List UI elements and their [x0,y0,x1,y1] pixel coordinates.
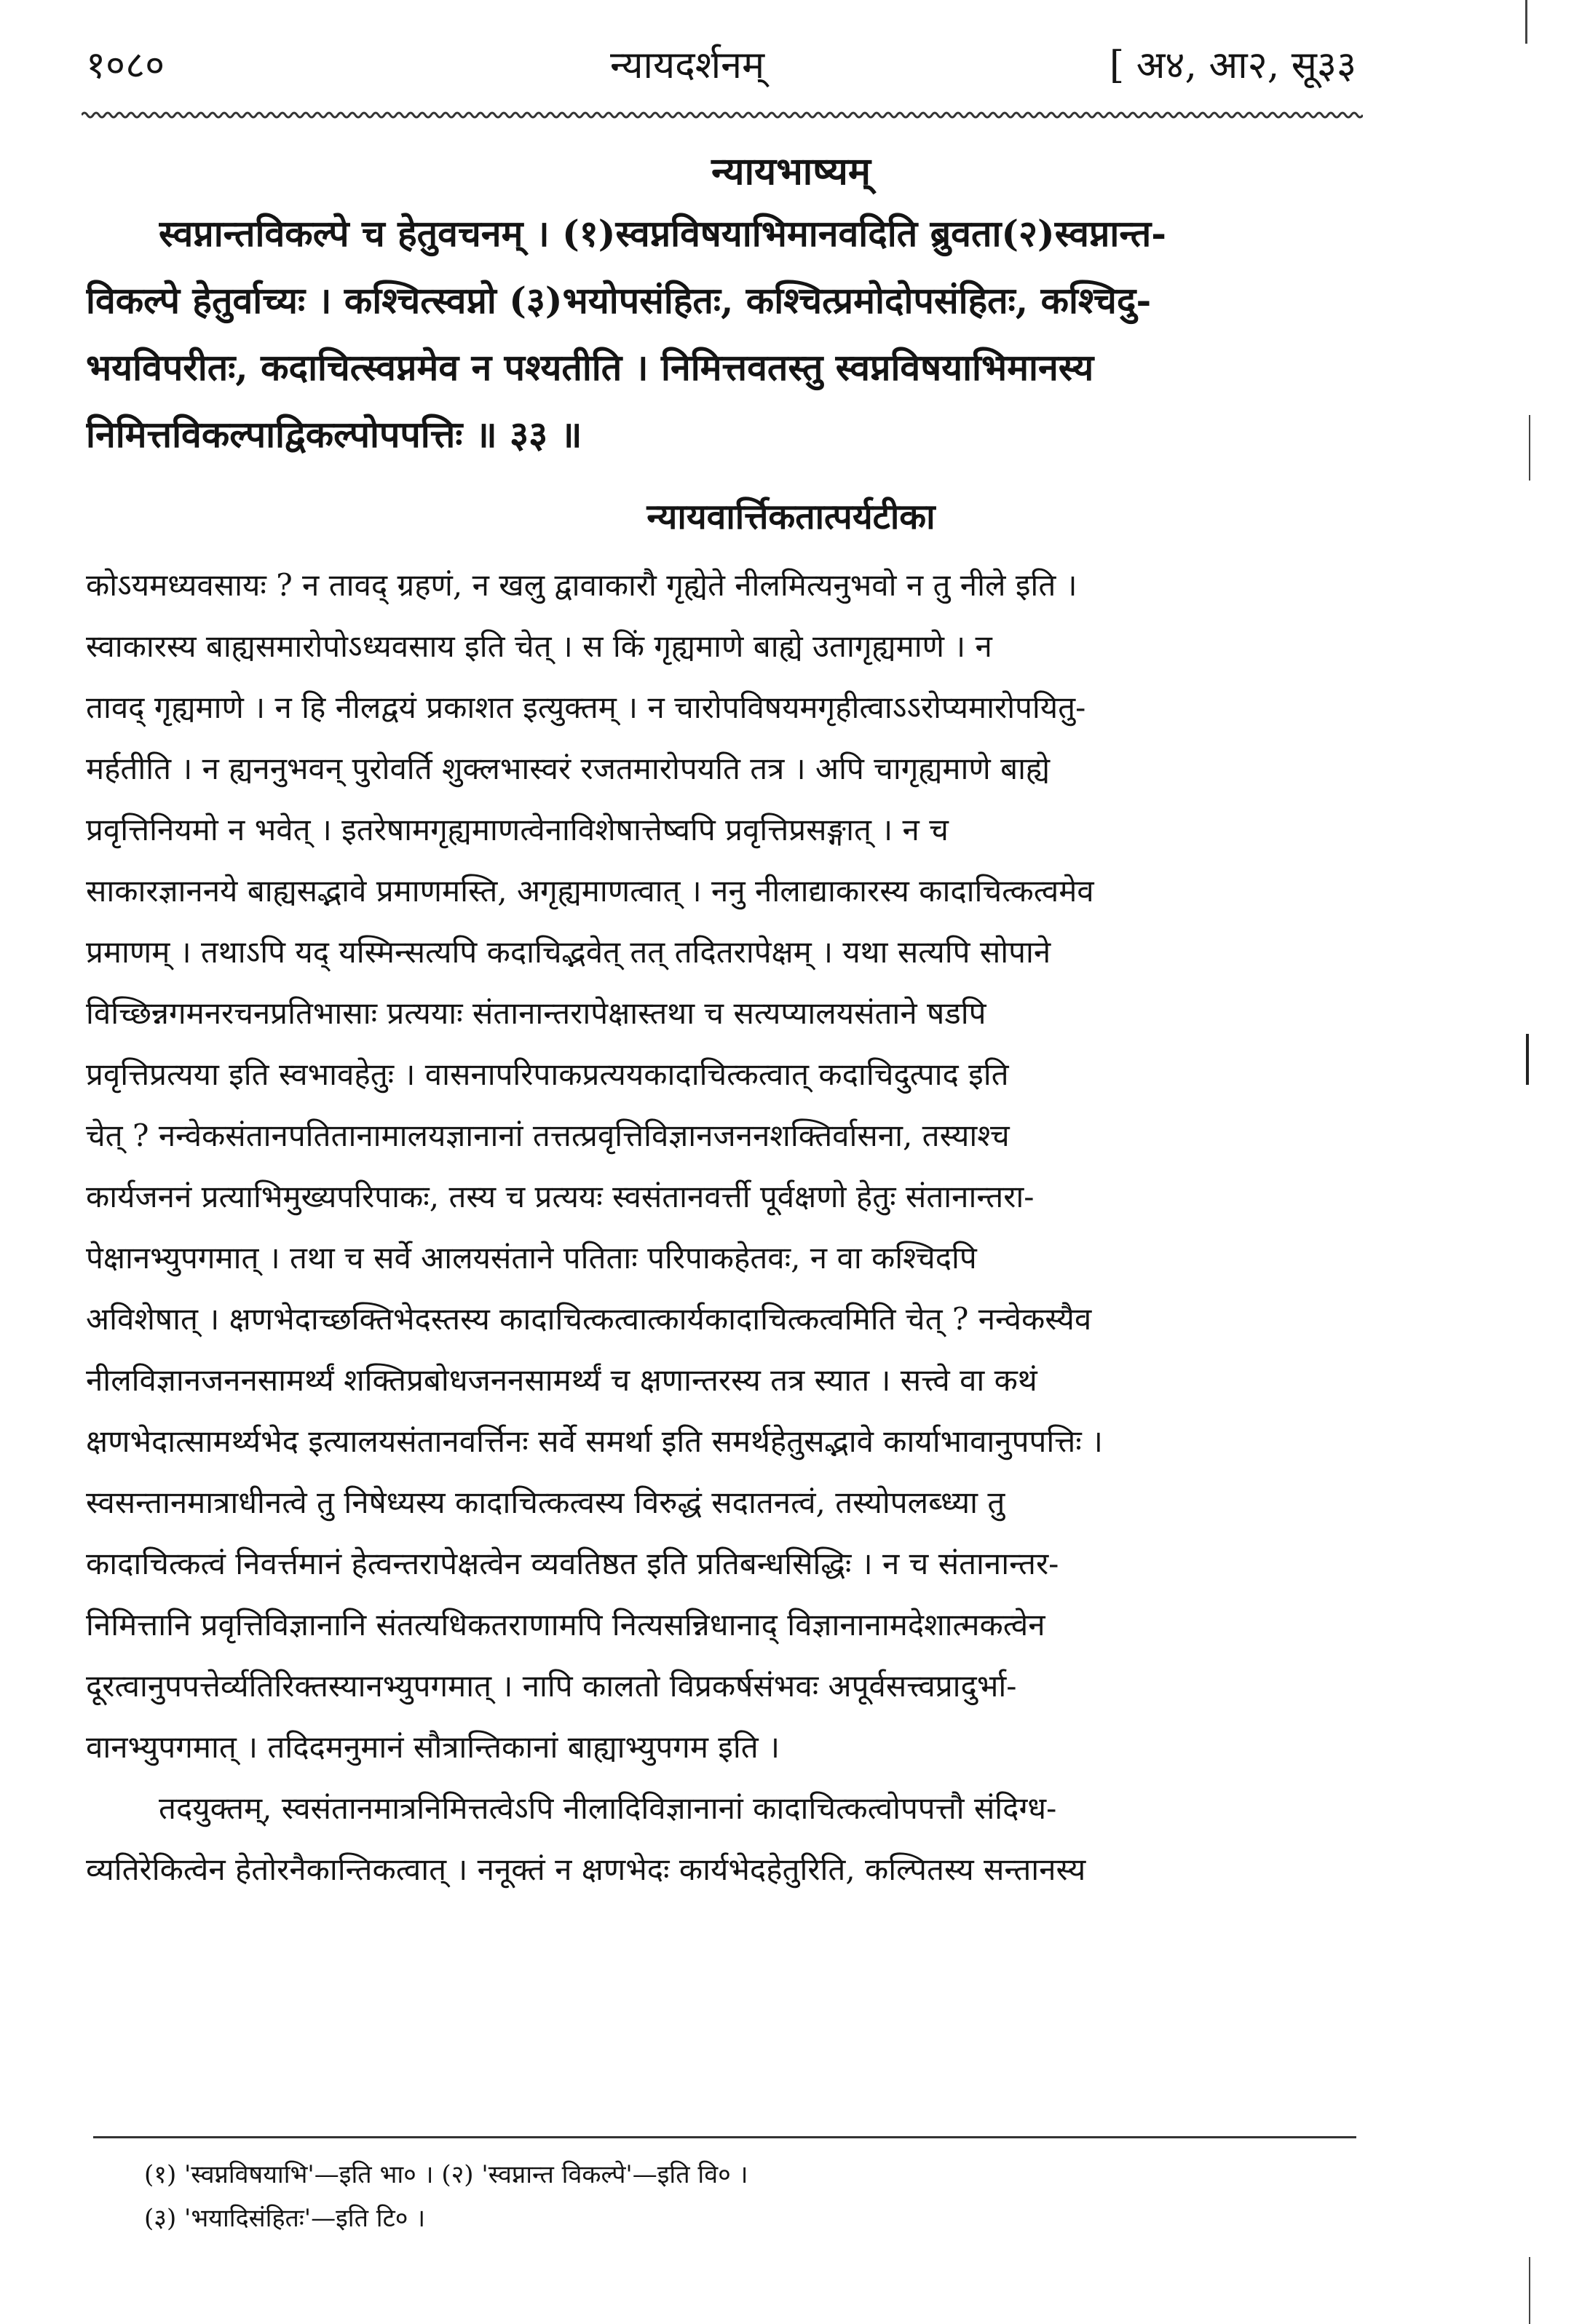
footnote: (३) 'भयादिसंहितः'—इति टि० । [144,2204,426,2233]
scan-edge-mark [1529,415,1530,481]
tika-line: प्रवृत्तिप्रत्यया इति स्वभावहेतुः । वासनापरिपाकप्रत्ययकादाचित्कत्वात् कदाचिदुत्पाद इति [86,1056,1009,1092]
bhashya-heading: न्यायभाष्यम् [711,149,871,194]
header-reference: [ अ४, आ२, सू३३ [1109,44,1356,87]
scan-edge-mark [1526,1034,1529,1085]
tika-line: मर्हतीति । न ह्यननुभवन् पुरोवर्ति शुक्लभास्वरं रजतमारोपयति तत्र । अपि चागृह्यमाणे बाह्ये [86,751,1051,786]
tika-line: कार्यजननं प्रत्याभिमुख्यपरिपाकः, तस्य च प्रत्ययः स्वसंतानवर्त्ती पूर्वक्षणो हेतुः संतानान्तरा- [86,1179,1035,1214]
tika-line: विच्छिन्नगमनरचनप्रतिभासाः प्रत्ययाः संतानान्तरापेक्षास्तथा च सत्यप्यालयसंताने षडपि [86,995,986,1031]
tika-line: साकारज्ञाननये बाह्यसद्भावे प्रमाणमस्ति, अगृह्यमाणत्वात् । ननु नीलाद्याकारस्य कादाचित्कत्वमेव [86,873,1094,909]
tika-line: दूरत्वानुपपत्तेर्व्यतिरिक्तस्यानभ्युपगमात् । नापि कालतो विप्रकर्षसंभवः अपूर्वसत्त्वप्रादुर्भा- [86,1668,1017,1704]
tika-line: पेक्षानभ्युपगमात् । तथा च सर्वे आलयसंताने पतिताः परिपाकहेतवः, न वा कश्चिदपि [86,1240,977,1276]
scan-edge-mark [1525,0,1527,44]
tika-line: व्यतिरेकित्वेन हेतोरनैकान्तिकत्वात् । ननूक्तं न क्षणभेदः कार्यभेदहेतुरिति, कल्पितस्य सन्तानस्य [86,1851,1086,1887]
bhashya-line: निमित्तविकल्पाद्विकल्पोपपत्तिः ॥ ३३ ॥ [86,413,582,456]
tika-line: नीलविज्ञानजननसामर्थ्यं शक्तिप्रबोधजननसामर्थ्यं च क्षणान्तरस्य तत्र स्यात । सत्त्वे वा कथं [86,1362,1037,1398]
tika-line: तदयुक्तम्, स्वसंतानमात्रनिमित्तत्वेऽपि नीलादिविज्ञानानां कादाचित्कत्वोपपत्तौ संदिग्ध- [159,1790,1057,1826]
tika-line: चेत् ? नन्वेकसंतानपतितानामालयज्ञानानां तत्तत्प्रवृत्तिविज्ञानजननशक्तिर्वासना, तस्याश्च [86,1118,1010,1153]
tika-line: स्वाकारस्य बाह्यसमारोपोऽध्यवसाय इति चेत् । स किं गृह्यमाणे बाह्ये उतागृह्यमाणे । न [86,628,992,664]
running-header [86,38,1356,96]
tika-line: प्रमाणम् । तथाऽपि यद् यस्मिन्सत्यपि कदाचिद्भवेत् तत् तदितरापेक्षम् । यथा सत्यपि सोपाने [86,934,1051,970]
page-number: १०८० [86,44,165,87]
tika-line: प्रवृत्तिनियमो न भवेत् । इतरेषामगृह्यमाणत्वेनाविशेषात्तेष्वपि प्रवृत्तिप्रसङ्गात् । न च [86,812,949,847]
scan-edge-mark [1529,2257,1530,2324]
tika-line: वानभ्युपगमात् । तदिदमनुमानं सौत्रान्तिकानां बाह्याभ्युपगम इति । [86,1729,780,1765]
bhashya-line: विकल्पे हेतुर्वाच्यः । कश्चित्स्वप्नो (३)भयोपसंहितः, कश्चित्प्रमोदोपसंहितः, कश्चिदु- [86,279,1152,322]
footnote: (१) 'स्वप्नविषयाभि'—इति भा० । (२) 'स्वप्नान्त विकल्पे'—इति वि० । [144,2160,748,2189]
header-title: न्यायदर्शनम् [610,44,765,87]
tika-heading: न्यायवार्त्तिकतात्पर्यटीका [646,497,936,537]
header-wavy-rule [82,109,1363,121]
bhashya-line: भयविपरीतः, कदाचित्स्वप्नमेव न पश्यतीति । निमित्तवतस्तु स्वप्नविषयाभिमानस्य [86,346,1094,389]
tika-line: कादाचित्कत्वं निवर्त्तमानं हेत्वन्तरापेक्षत्वेन व्यवतिष्ठत इति प्रतिबन्धसिद्धिः । न च संतानान्तर- [86,1546,1059,1581]
tika-line: कोऽयमध्यवसायः ? न तावद् ग्रहणं, न खलु द्वावाकारौ गृह्येते नीलमित्यनुभवो न तु नीले इति । [86,567,1077,603]
bhashya-line: स्वप्नान्तविकल्पे च हेतुवचनम् । (१)स्वप्नविषयाभिमानवदिति ब्रुवता(२)स्वप्नान्त- [159,212,1167,255]
tika-line: स्वसन्तानमात्राधीनत्वे तु निषेध्यस्य कादाचित्कत्वस्य विरुद्धं सदातनत्वं, तस्योपलब्ध्या तु [86,1485,1005,1520]
footnote-rule [93,2136,1356,2138]
tika-line: क्षणभेदात्सामर्थ्यभेद इत्यालयसंतानवर्त्तिनः सर्वे समर्था इति समर्थहेतुसद्भावे कार्याभावानुपपत्तिः । [86,1423,1103,1459]
tika-line: निमित्तानि प्रवृत्तिविज्ञानानि संतत्यधिकतराणामपि नित्यसन्निधानाद् विज्ञानानामदेशात्मकत्वेन [86,1607,1045,1643]
tika-line: अविशेषात् । क्षणभेदाच्छक्तिभेदस्तस्य कादाचित्कत्वात्कार्यकादाचित्कत्वमिति चेत् ? नन्वेकस्यैव [86,1301,1092,1337]
tika-line: तावद् गृह्यमाणे । न हि नीलद्वयं प्रकाशत इत्युक्तम् । न चारोपविषयमगृहीत्वाऽऽरोप्यमारोपयितु- [86,689,1086,725]
